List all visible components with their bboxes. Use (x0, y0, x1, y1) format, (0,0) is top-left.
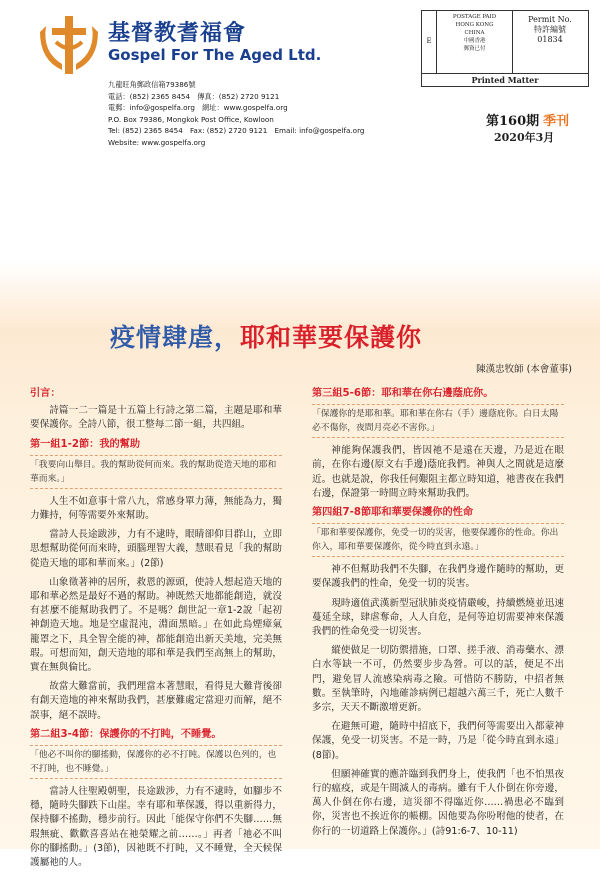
postage-letter: E (422, 11, 437, 73)
postage-paid-text (437, 13, 512, 73)
address-line: Tel: (852) 2365 8454 Fax: (852) 2720 9121 Email: info@gospelfa.org (108, 126, 365, 135)
address-line: 電郵：info@gospelfa.org 網址：www.gospelfa.org (108, 103, 288, 112)
article-right-column (312, 384, 564, 844)
section-heading: 第三組5-6節：耶和華在你右邊蔭庇你。 (312, 388, 494, 399)
paragraph: 現時適值武漢新型冠狀肺炎疫情嚴峻，持續燃燒並迅速蔓延全球，肆虐奪命，人人自危，是何等迫切需要神來保護我們的性命免受一切災害。 (312, 597, 564, 638)
article-author: 陳漢忠牧師 (本會董事) (476, 364, 572, 375)
section-heading: 引言： (30, 388, 61, 399)
postage-line: HONG KONG (455, 22, 494, 28)
quarterly-label: 季刊 (543, 114, 570, 129)
article-title (110, 318, 422, 354)
issue-date: 2020年3月 (494, 131, 555, 144)
address-line: P.O. Box 79386, Mongkok Post Office, Kowloon (108, 114, 274, 124)
address-block (108, 79, 368, 148)
permit-info (512, 11, 587, 73)
org-name-chinese: 基督教耆福會 (108, 20, 247, 46)
paragraph: 故當大難當前，我們理當本著慧眼，看得見大難背後卻有創天造地的神來幫助我們，甚麼難處定當迎刃而解，絕不誤事，絕不誤時。 (30, 681, 282, 721)
paragraph: 在避無可避，隨時中招底下，我們何等需要出入都蒙神保護，免受一切災害。不是一時，乃是「從今時直到永遠」(8節)。 (312, 721, 564, 761)
paragraph: 神能夠保護我們，皆因祂不是遠在天邊，乃是近在眼前，在你右邊(原文右手邊)蔭庇我們。神與人之間就是這麼近。也就是說，你我任何艱阻主都立時知道，祂書夜在我們右邊，保證第一時間立時來幫助我們。 (312, 445, 564, 499)
postage-line: 郵資已付 (463, 46, 486, 52)
org-name-english: Gospel For The Aged Ltd. (108, 46, 322, 64)
paragraph: 神不但幫助我們不失腳，在我們身邊作隨時的幫助，更要保護我們的性命，免受一切的災害。 (312, 564, 564, 590)
scripture-quote: 「我要向山舉目。我的幫助從何而來。我的幫助從造天地的耶和華而來。」 (30, 455, 282, 489)
address-line: 電話：(852) 2365 8454 傳真：(852) 2720 9121 (108, 91, 280, 101)
title-part-1: 疫情肆虐， (110, 323, 241, 352)
postage-line: POSTAGE PAID (452, 14, 497, 20)
scripture-quote: 「耶和華要保護你，免受一切的災害，他要保護你的性命。你出你入，耶和華要保護你，從今時直到永遠。」 (312, 523, 564, 557)
title-part-2: 耶和華要保護你 (240, 323, 423, 352)
printed-matter-label: Printed Matter (422, 73, 588, 87)
issue-number (486, 110, 569, 129)
issue-no: 第160期 (486, 114, 540, 129)
cross-hands-logo (38, 12, 100, 78)
paragraph: 但願神確實的應許臨到我們身上，使我們「也不怕黑夜行的瘟疫，或是午間滅人的毒病。雖有千人仆倒在你旁邊，萬人仆倒在你右邊，這災卻不得臨近你……禍患必不臨到你，災害也不挨近你的帳棚。因他要為你吩咐他的使者，在你行的一切道路上保護你。」(詩91:6-7、10-11) (312, 768, 564, 837)
postage-paid-box (421, 10, 589, 87)
article-left-column (30, 384, 282, 875)
permit-label-zh: 特許編號 (534, 25, 566, 34)
section-heading: 第四組7-8節耶和華要保護你的性命 (312, 507, 474, 519)
paragraph: 當詩人長途跋涉，力有不逮時，眼睛卻仰目群山，立即思想幫助從何而來時，頭腦理智大義，慧眼看見「我的幫助從造天地的耶和華而來。」(2節) (30, 529, 282, 569)
section-heading: 第二組3-4節：保護你的不打盹，不睡覺。 (30, 728, 222, 740)
postage-line: CHINA (464, 30, 485, 36)
scripture-quote: 「保護你的是耶和華。耶和華在你右（手）邊蔭庇你。白日太陽必不傷你，夜間月亮必不害你。」 (312, 404, 564, 438)
section-heading: 第一組1-2節：我的幫助 (30, 438, 141, 450)
permit-number: 01834 (537, 35, 563, 44)
address-line: 九龍旺角郵政信箱79386號 (108, 80, 196, 89)
permit-label: Permit No. (528, 15, 572, 24)
paragraph: 縱使做足一切防禦措施，口罩、搓手液、消毒藥水、漂白水等缺一不可，仍然要步步為營。可以的話，便足不出門，避免冒人流感染病毒之險。可惜防不勝防，中招者無數。至執筆時，內地確診病例已超越六萬三千，死亡人數千多宗，天天不斷激增更新。 (312, 645, 564, 714)
postage-line: 中國香港 (463, 38, 486, 44)
paragraph: 詩篇一二一篇是十五篇上行詩之第二篇，主題是耶和華要保護你。全詩八節，很工整每二節一組，共四組。 (30, 405, 282, 431)
address-line: Website: www.gospelfa.org (108, 137, 206, 147)
paragraph: 人生不如意事十常八九，常感身單力薄，無能為力，獨力難持，何等需要外來幫助。 (30, 495, 282, 522)
paragraph: 當詩人往聖殿朝聖，長途跋涉，力有不逮時，如腳步不穩，隨時失腳跌下山崖。幸有耶和華保護，得以重新得力，保持腳不搖動，穩步前行。因此「能保守你們不失腳……無瑕無疵、歡歡喜喜站在祂榮耀之前……。」再者「祂必不叫你的腳搖動。」(3節)，因祂既不打盹，又不睡覺，全天候保護屬祂的人。 (30, 786, 282, 869)
scripture-quote: 「他必不叫你的腳搖動，保護你的必不打盹。保護以色列的，也不打盹，也不睡覺。」 (30, 745, 282, 779)
paragraph: 山象徵著神的居所，救恩的源頭，使詩人想起造天地的耶和華必然是最好不過的幫助。神既然天地都能創造，就沒有甚麼不能幫助我們了。不是嗎？創世記一章1-2說「起初神創造天地。地是空虛混沌，淵面黑暗。」在如此烏煙瘴氣籠罩之下，具全智全能的神，都能創造出新天美地，完美無瑕。可想而知，創天造地的耶和華是我們至高無上的幫助，實在無與倫比。 (30, 576, 282, 674)
